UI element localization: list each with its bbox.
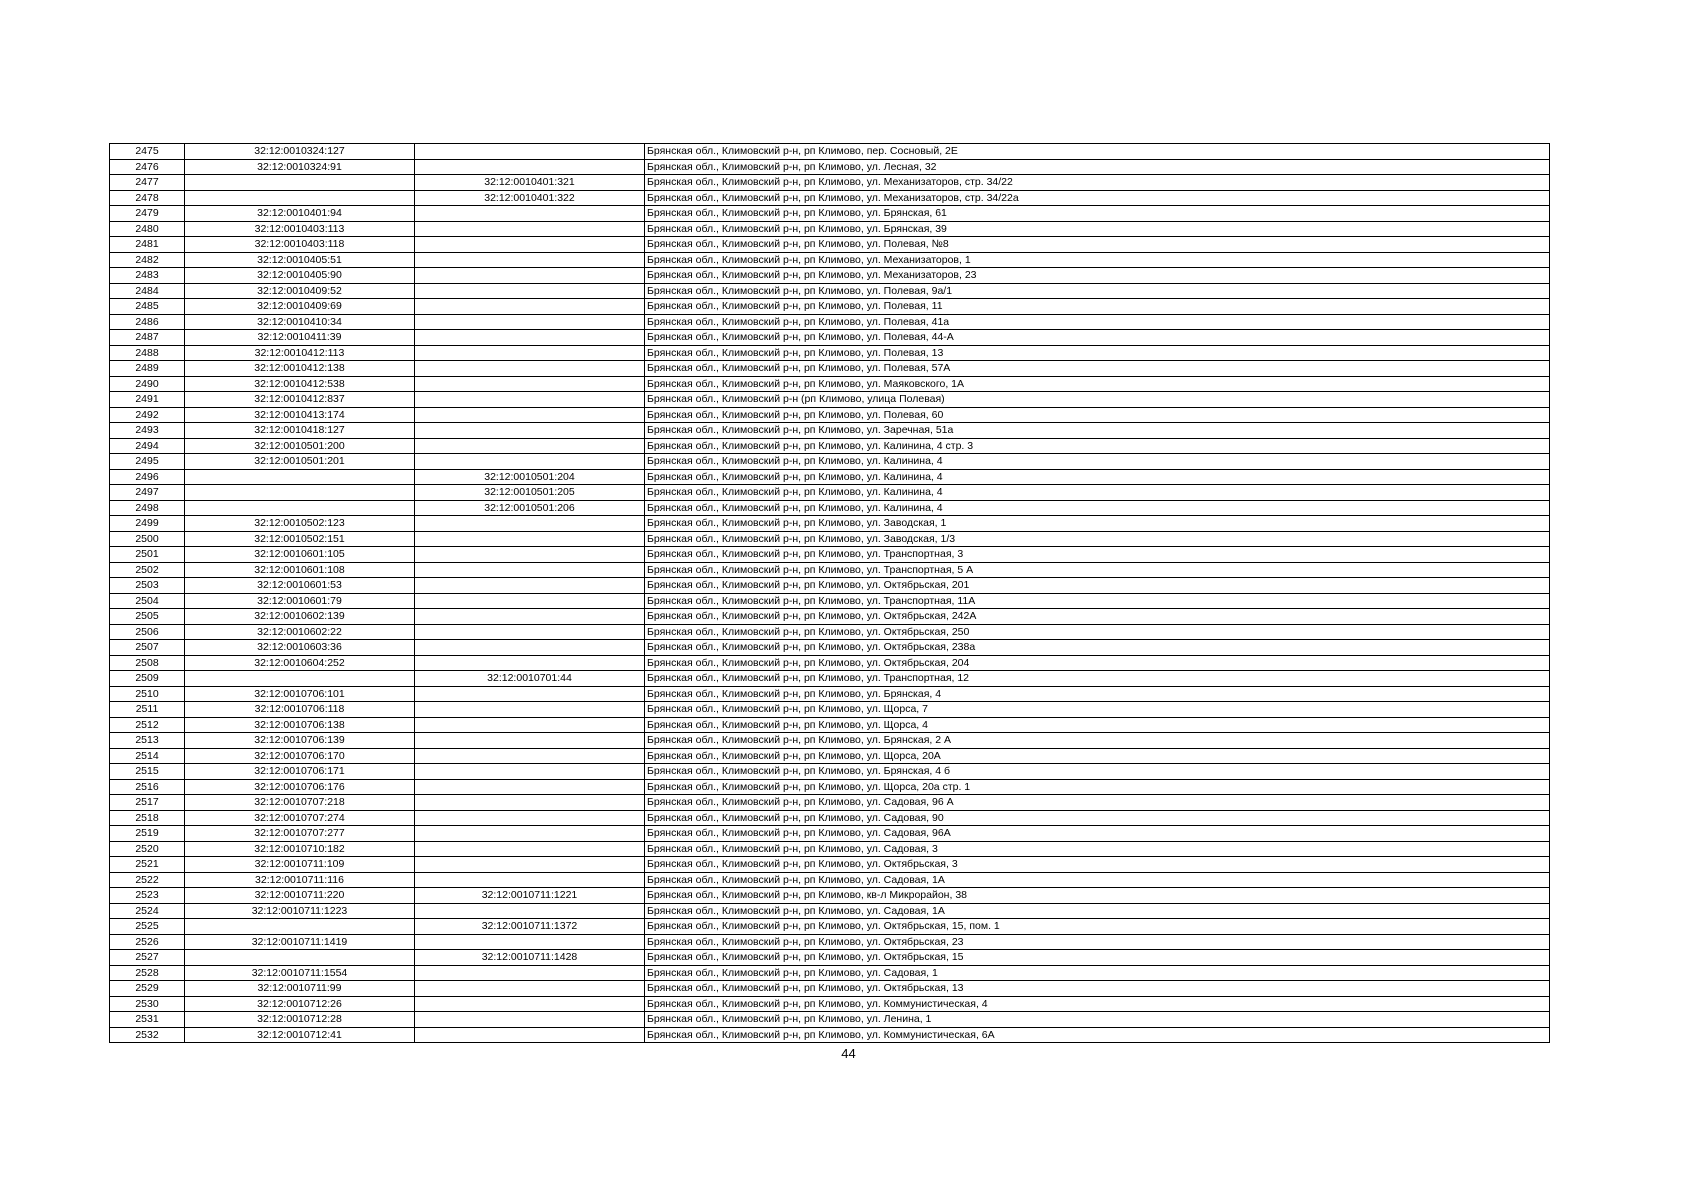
row-number-cell: 2478 xyxy=(110,190,185,206)
address-cell: Брянская обл., Климовский р-н, рп Климово, ул. Заводская, 1/3 xyxy=(645,531,1550,547)
cadastral-number-cell: 32:12:0010602:139 xyxy=(185,609,415,625)
row-number-cell: 2501 xyxy=(110,547,185,563)
cadastral-number-cell xyxy=(185,485,415,501)
row-number-cell: 2477 xyxy=(110,175,185,191)
row-number-cell: 2495 xyxy=(110,454,185,470)
address-cell: Брянская обл., Климовский р-н, рп Климово, ул. Октябрьская, 15, пом. 1 xyxy=(645,919,1550,935)
table-row xyxy=(110,779,1550,795)
table-row xyxy=(110,423,1550,439)
row-number-cell: 2521 xyxy=(110,857,185,873)
address-cell: Брянская обл., Климовский р-н, рп Климово, ул. Щорса, 7 xyxy=(645,702,1550,718)
row-number-cell: 2526 xyxy=(110,934,185,950)
object-cadastral-number-cell xyxy=(415,283,645,299)
object-cadastral-number-cell xyxy=(415,159,645,175)
cadastral-number-cell: 32:12:0010706:139 xyxy=(185,733,415,749)
object-cadastral-number-cell xyxy=(415,965,645,981)
cadastral-number-cell: 32:12:0010601:79 xyxy=(185,593,415,609)
table-row xyxy=(110,144,1550,160)
cadastral-number-cell: 32:12:0010601:105 xyxy=(185,547,415,563)
cadastral-number-cell: 32:12:0010409:52 xyxy=(185,283,415,299)
cadastral-number-cell: 32:12:0010502:123 xyxy=(185,516,415,532)
object-cadastral-number-cell xyxy=(415,795,645,811)
object-cadastral-number-cell: 32:12:0010711:1372 xyxy=(415,919,645,935)
cadastral-number-cell xyxy=(185,919,415,935)
row-number-cell: 2500 xyxy=(110,531,185,547)
cadastral-number-cell: 32:12:0010410:34 xyxy=(185,314,415,330)
cadastral-number-cell: 32:12:0010706:138 xyxy=(185,717,415,733)
cadastral-number-cell: 32:12:0010707:274 xyxy=(185,810,415,826)
row-number-cell: 2531 xyxy=(110,1012,185,1028)
object-cadastral-number-cell xyxy=(415,857,645,873)
table-row xyxy=(110,857,1550,873)
address-cell: Брянская обл., Климовский р-н, рп Климово, ул. Щорса, 20А xyxy=(645,748,1550,764)
table-row xyxy=(110,733,1550,749)
table-row xyxy=(110,376,1550,392)
object-cadastral-number-cell xyxy=(415,640,645,656)
address-cell: Брянская обл., Климовский р-н, рп Климово, ул. Калинина, 4 xyxy=(645,485,1550,501)
page-number: 44 xyxy=(841,1046,856,1061)
object-cadastral-number-cell xyxy=(415,268,645,284)
row-number-cell: 2508 xyxy=(110,655,185,671)
table-row xyxy=(110,159,1550,175)
object-cadastral-number-cell xyxy=(415,702,645,718)
table-row xyxy=(110,454,1550,470)
row-number-cell: 2498 xyxy=(110,500,185,516)
row-number-cell: 2514 xyxy=(110,748,185,764)
table-body xyxy=(110,144,1550,1043)
address-cell: Брянская обл., Климовский р-н, рп Климово, ул. Ленина, 1 xyxy=(645,1012,1550,1028)
table-row xyxy=(110,175,1550,191)
object-cadastral-number-cell xyxy=(415,764,645,780)
object-cadastral-number-cell xyxy=(415,252,645,268)
cadastral-number-cell: 32:12:0010405:90 xyxy=(185,268,415,284)
cadastral-number-cell: 32:12:0010706:118 xyxy=(185,702,415,718)
address-cell: Брянская обл., Климовский р-н, рп Климово, ул. Коммунистическая, 4 xyxy=(645,996,1550,1012)
cadastral-number-cell: 32:12:0010711:1554 xyxy=(185,965,415,981)
address-cell: Брянская обл., Климовский р-н, рп Климово, ул. Полевая, 44-А xyxy=(645,330,1550,346)
address-cell: Брянская обл., Климовский р-н, рп Климово, ул. Октябрьская, 23 xyxy=(645,934,1550,950)
address-cell: Брянская обл., Климовский р-н, рп Климово, ул. Лесная, 32 xyxy=(645,159,1550,175)
row-number-cell: 2506 xyxy=(110,624,185,640)
row-number-cell: 2527 xyxy=(110,950,185,966)
address-cell: Брянская обл., Климовский р-н, рп Климово, ул. Механизаторов, 1 xyxy=(645,252,1550,268)
row-number-cell: 2486 xyxy=(110,314,185,330)
object-cadastral-number-cell xyxy=(415,578,645,594)
row-number-cell: 2516 xyxy=(110,779,185,795)
row-number-cell: 2489 xyxy=(110,361,185,377)
row-number-cell: 2502 xyxy=(110,562,185,578)
object-cadastral-number-cell xyxy=(415,779,645,795)
object-cadastral-number-cell xyxy=(415,609,645,625)
object-cadastral-number-cell xyxy=(415,330,645,346)
object-cadastral-number-cell xyxy=(415,903,645,919)
address-cell: Брянская обл., Климовский р-н, рп Климово, ул. Механизаторов, стр. 34/22 xyxy=(645,175,1550,191)
object-cadastral-number-cell: 32:12:0010501:204 xyxy=(415,469,645,485)
cadastral-number-cell: 32:12:0010601:53 xyxy=(185,578,415,594)
cadastral-number-cell xyxy=(185,950,415,966)
address-cell: Брянская обл., Климовский р-н, рп Климово, ул. Октябрьская, 3 xyxy=(645,857,1550,873)
table-row xyxy=(110,841,1550,857)
cadastral-number-cell: 32:12:0010418:127 xyxy=(185,423,415,439)
row-number-cell: 2509 xyxy=(110,671,185,687)
cadastral-number-cell: 32:12:0010711:1223 xyxy=(185,903,415,919)
cadastral-number-cell: 32:12:0010403:113 xyxy=(185,221,415,237)
address-cell: Брянская обл., Климовский р-н, рп Климово, ул. Полевая, №8 xyxy=(645,237,1550,253)
object-cadastral-number-cell xyxy=(415,686,645,702)
object-cadastral-number-cell xyxy=(415,1027,645,1043)
address-cell: Брянская обл., Климовский р-н, рп Климово, ул. Транспортная, 5 А xyxy=(645,562,1550,578)
object-cadastral-number-cell xyxy=(415,438,645,454)
row-number-cell: 2525 xyxy=(110,919,185,935)
object-cadastral-number-cell xyxy=(415,841,645,857)
table-row xyxy=(110,190,1550,206)
cadastral-number-cell: 32:12:0010601:108 xyxy=(185,562,415,578)
table-row xyxy=(110,593,1550,609)
address-cell: Брянская обл., Климовский р-н, рп Климово, пер. Сосновый, 2Е xyxy=(645,144,1550,160)
cadastral-number-cell: 32:12:0010412:113 xyxy=(185,345,415,361)
table-row xyxy=(110,314,1550,330)
object-cadastral-number-cell xyxy=(415,314,645,330)
table-row xyxy=(110,345,1550,361)
cadastral-number-cell: 32:12:0010413:174 xyxy=(185,407,415,423)
row-number-cell: 2483 xyxy=(110,268,185,284)
cadastral-number-cell xyxy=(185,500,415,516)
table-row xyxy=(110,795,1550,811)
table-row xyxy=(110,764,1550,780)
row-number-cell: 2476 xyxy=(110,159,185,175)
address-cell: Брянская обл., Климовский р-н, рп Климово, ул. Транспортная, 3 xyxy=(645,547,1550,563)
row-number-cell: 2499 xyxy=(110,516,185,532)
cadastral-number-cell: 32:12:0010711:109 xyxy=(185,857,415,873)
table-row xyxy=(110,330,1550,346)
cadastral-number-cell: 32:12:0010412:138 xyxy=(185,361,415,377)
cadastral-number-cell: 32:12:0010324:127 xyxy=(185,144,415,160)
address-cell: Брянская обл., Климовский р-н, рп Климово, ул. Калинина, 4 xyxy=(645,469,1550,485)
address-cell: Брянская обл., Климовский р-н, рп Климово, ул. Брянская, 2 А xyxy=(645,733,1550,749)
address-cell: Брянская обл., Климовский р-н, рп Климово, ул. Калинина, 4 стр. 3 xyxy=(645,438,1550,454)
address-cell: Брянская обл., Климовский р-н, рп Климово, ул. Октябрьская, 242А xyxy=(645,609,1550,625)
address-cell: Брянская обл., Климовский р-н, рп Климово, ул. Брянская, 4 б xyxy=(645,764,1550,780)
table-row xyxy=(110,531,1550,547)
table-row xyxy=(110,655,1550,671)
cadastral-number-cell xyxy=(185,175,415,191)
row-number-cell: 2505 xyxy=(110,609,185,625)
address-cell: Брянская обл., Климовский р-н, рп Климово, ул. Калинина, 4 xyxy=(645,454,1550,470)
object-cadastral-number-cell xyxy=(415,454,645,470)
table-row xyxy=(110,810,1550,826)
table-row xyxy=(110,252,1550,268)
table-row xyxy=(110,996,1550,1012)
cadastral-number-cell: 32:12:0010712:28 xyxy=(185,1012,415,1028)
cadastral-number-cell: 32:12:0010711:1419 xyxy=(185,934,415,950)
row-number-cell: 2475 xyxy=(110,144,185,160)
address-cell: Брянская обл., Климовский р-н, рп Климово, ул. Механизаторов, 23 xyxy=(645,268,1550,284)
table-row xyxy=(110,547,1550,563)
cadastral-number-cell: 32:12:0010707:218 xyxy=(185,795,415,811)
table-row xyxy=(110,826,1550,842)
table-row xyxy=(110,500,1550,516)
table-row xyxy=(110,686,1550,702)
cadastral-table xyxy=(109,143,1550,1043)
object-cadastral-number-cell xyxy=(415,206,645,222)
object-cadastral-number-cell xyxy=(415,407,645,423)
object-cadastral-number-cell: 32:12:0010711:1428 xyxy=(415,950,645,966)
row-number-cell: 2517 xyxy=(110,795,185,811)
object-cadastral-number-cell xyxy=(415,516,645,532)
object-cadastral-number-cell xyxy=(415,826,645,842)
object-cadastral-number-cell xyxy=(415,996,645,1012)
row-number-cell: 2503 xyxy=(110,578,185,594)
object-cadastral-number-cell xyxy=(415,392,645,408)
table-row xyxy=(110,578,1550,594)
address-cell: Брянская обл., Климовский р-н, рп Климово, ул. Коммунистическая, 6А xyxy=(645,1027,1550,1043)
table-row xyxy=(110,485,1550,501)
table-row xyxy=(110,872,1550,888)
row-number-cell: 2519 xyxy=(110,826,185,842)
object-cadastral-number-cell xyxy=(415,872,645,888)
object-cadastral-number-cell xyxy=(415,221,645,237)
address-cell: Брянская обл., Климовский р-н, рп Климово, ул. Садовая, 90 xyxy=(645,810,1550,826)
row-number-cell: 2482 xyxy=(110,252,185,268)
row-number-cell: 2529 xyxy=(110,981,185,997)
cadastral-number-cell: 32:12:0010711:220 xyxy=(185,888,415,904)
cadastral-number-cell: 32:12:0010712:41 xyxy=(185,1027,415,1043)
table-row xyxy=(110,748,1550,764)
cadastral-number-cell: 32:12:0010706:170 xyxy=(185,748,415,764)
address-cell: Брянская обл., Климовский р-н, рп Климово, ул. Полевая, 11 xyxy=(645,299,1550,315)
table-row xyxy=(110,562,1550,578)
table-row xyxy=(110,392,1550,408)
table-row xyxy=(110,1027,1550,1043)
cadastral-number-cell: 32:12:0010706:176 xyxy=(185,779,415,795)
table-row xyxy=(110,671,1550,687)
object-cadastral-number-cell: 32:12:0010501:206 xyxy=(415,500,645,516)
cadastral-number-cell xyxy=(185,190,415,206)
table-row xyxy=(110,965,1550,981)
address-cell: Брянская обл., Климовский р-н, рп Климово, кв-л Микрорайон, 38 xyxy=(645,888,1550,904)
table-row xyxy=(110,903,1550,919)
address-cell: Брянская обл., Климовский р-н, рп Климово, ул. Октябрьская, 15 xyxy=(645,950,1550,966)
address-cell: Брянская обл., Климовский р-н, рп Климово, ул. Октябрьская, 238а xyxy=(645,640,1550,656)
address-cell: Брянская обл., Климовский р-н, рп Климово, ул. Полевая, 41а xyxy=(645,314,1550,330)
row-number-cell: 2522 xyxy=(110,872,185,888)
address-cell: Брянская обл., Климовский р-н, рп Климово, ул. Октябрьская, 201 xyxy=(645,578,1550,594)
row-number-cell: 2485 xyxy=(110,299,185,315)
table-row xyxy=(110,702,1550,718)
table-row xyxy=(110,516,1550,532)
address-cell: Брянская обл., Климовский р-н, рп Климово, ул. Щорса, 20а стр. 1 xyxy=(645,779,1550,795)
row-number-cell: 2497 xyxy=(110,485,185,501)
cadastral-number-cell: 32:12:0010401:94 xyxy=(185,206,415,222)
cadastral-number-cell: 32:12:0010501:201 xyxy=(185,454,415,470)
object-cadastral-number-cell xyxy=(415,547,645,563)
cadastral-number-cell: 32:12:0010501:200 xyxy=(185,438,415,454)
row-number-cell: 2480 xyxy=(110,221,185,237)
address-cell: Брянская обл., Климовский р-н, рп Климово, ул. Транспортная, 12 xyxy=(645,671,1550,687)
address-cell: Брянская обл., Климовский р-н, рп Климово, ул. Транспортная, 11А xyxy=(645,593,1550,609)
row-number-cell: 2481 xyxy=(110,237,185,253)
object-cadastral-number-cell: 32:12:0010401:322 xyxy=(415,190,645,206)
object-cadastral-number-cell xyxy=(415,1012,645,1028)
row-number-cell: 2494 xyxy=(110,438,185,454)
row-number-cell: 2528 xyxy=(110,965,185,981)
cadastral-number-cell: 32:12:0010409:69 xyxy=(185,299,415,315)
table-row xyxy=(110,1012,1550,1028)
object-cadastral-number-cell xyxy=(415,624,645,640)
cadastral-number-cell: 32:12:0010502:151 xyxy=(185,531,415,547)
row-number-cell: 2491 xyxy=(110,392,185,408)
cadastral-number-cell: 32:12:0010405:51 xyxy=(185,252,415,268)
address-cell: Брянская обл., Климовский р-н, рп Климово, ул. Полевая, 57А xyxy=(645,361,1550,377)
object-cadastral-number-cell xyxy=(415,299,645,315)
address-cell: Брянская обл., Климовский р-н, рп Климово, ул. Калинина, 4 xyxy=(645,500,1550,516)
cadastral-number-cell: 32:12:0010324:91 xyxy=(185,159,415,175)
table-row xyxy=(110,283,1550,299)
address-cell: Брянская обл., Климовский р-н, рп Климово, ул. Октябрьская, 250 xyxy=(645,624,1550,640)
row-number-cell: 2520 xyxy=(110,841,185,857)
row-number-cell: 2523 xyxy=(110,888,185,904)
row-number-cell: 2515 xyxy=(110,764,185,780)
table-row xyxy=(110,206,1550,222)
object-cadastral-number-cell xyxy=(415,531,645,547)
cadastral-number-cell: 32:12:0010707:277 xyxy=(185,826,415,842)
table-row xyxy=(110,407,1550,423)
address-cell: Брянская обл., Климовский р-н, рп Климово, ул. Садовая, 96А xyxy=(645,826,1550,842)
address-cell: Брянская обл., Климовский р-н, рп Климово, ул. Механизаторов, стр. 34/22а xyxy=(645,190,1550,206)
cadastral-number-cell: 32:12:0010411:39 xyxy=(185,330,415,346)
row-number-cell: 2479 xyxy=(110,206,185,222)
table-row xyxy=(110,361,1550,377)
cadastral-number-cell: 32:12:0010602:22 xyxy=(185,624,415,640)
table-row xyxy=(110,640,1550,656)
address-cell: Брянская обл., Климовский р-н, рп Климово, ул. Заводская, 1 xyxy=(645,516,1550,532)
object-cadastral-number-cell xyxy=(415,810,645,826)
object-cadastral-number-cell: 32:12:0010711:1221 xyxy=(415,888,645,904)
object-cadastral-number-cell xyxy=(415,237,645,253)
table-row xyxy=(110,950,1550,966)
row-number-cell: 2510 xyxy=(110,686,185,702)
cadastral-number-cell: 32:12:0010712:26 xyxy=(185,996,415,1012)
row-number-cell: 2507 xyxy=(110,640,185,656)
table-row xyxy=(110,919,1550,935)
cadastral-number-cell: 32:12:0010604:252 xyxy=(185,655,415,671)
address-cell: Брянская обл., Климовский р-н, рп Климово, ул. Садовая, 1 xyxy=(645,965,1550,981)
cadastral-number-cell xyxy=(185,469,415,485)
object-cadastral-number-cell xyxy=(415,361,645,377)
table-row xyxy=(110,934,1550,950)
row-number-cell: 2490 xyxy=(110,376,185,392)
object-cadastral-number-cell: 32:12:0010401:321 xyxy=(415,175,645,191)
row-number-cell: 2518 xyxy=(110,810,185,826)
address-cell: Брянская обл., Климовский р-н, рп Климово, ул. Брянская, 61 xyxy=(645,206,1550,222)
address-cell: Брянская обл., Климовский р-н (рп Климово, улица Полевая) xyxy=(645,392,1550,408)
table-row xyxy=(110,888,1550,904)
object-cadastral-number-cell xyxy=(415,934,645,950)
cadastral-number-cell: 32:12:0010711:99 xyxy=(185,981,415,997)
object-cadastral-number-cell xyxy=(415,733,645,749)
address-cell: Брянская обл., Климовский р-н, рп Климово, ул. Октябрьская, 204 xyxy=(645,655,1550,671)
row-number-cell: 2492 xyxy=(110,407,185,423)
address-cell: Брянская обл., Климовский р-н, рп Климово, ул. Полевая, 13 xyxy=(645,345,1550,361)
object-cadastral-number-cell xyxy=(415,717,645,733)
table-row xyxy=(110,237,1550,253)
table-row xyxy=(110,221,1550,237)
object-cadastral-number-cell xyxy=(415,345,645,361)
cadastral-number-cell: 32:12:0010603:36 xyxy=(185,640,415,656)
address-cell: Брянская обл., Климовский р-н, рп Климово, ул. Брянская, 39 xyxy=(645,221,1550,237)
table-row xyxy=(110,469,1550,485)
row-number-cell: 2512 xyxy=(110,717,185,733)
row-number-cell: 2496 xyxy=(110,469,185,485)
cadastral-number-cell: 32:12:0010412:538 xyxy=(185,376,415,392)
cadastral-number-cell: 32:12:0010412:837 xyxy=(185,392,415,408)
row-number-cell: 2493 xyxy=(110,423,185,439)
row-number-cell: 2504 xyxy=(110,593,185,609)
cadastral-number-cell: 32:12:0010711:116 xyxy=(185,872,415,888)
row-number-cell: 2513 xyxy=(110,733,185,749)
cadastral-number-cell: 32:12:0010710:182 xyxy=(185,841,415,857)
table-row xyxy=(110,299,1550,315)
object-cadastral-number-cell: 32:12:0010701:44 xyxy=(415,671,645,687)
object-cadastral-number-cell xyxy=(415,981,645,997)
object-cadastral-number-cell xyxy=(415,423,645,439)
table-row xyxy=(110,609,1550,625)
object-cadastral-number-cell xyxy=(415,376,645,392)
object-cadastral-number-cell xyxy=(415,562,645,578)
address-cell: Брянская обл., Климовский р-н, рп Климово, ул. Садовая, 1А xyxy=(645,903,1550,919)
object-cadastral-number-cell: 32:12:0010501:205 xyxy=(415,485,645,501)
row-number-cell: 2524 xyxy=(110,903,185,919)
object-cadastral-number-cell xyxy=(415,144,645,160)
row-number-cell: 2532 xyxy=(110,1027,185,1043)
cadastral-number-cell: 32:12:0010403:118 xyxy=(185,237,415,253)
table-row xyxy=(110,717,1550,733)
table-row xyxy=(110,268,1550,284)
row-number-cell: 2488 xyxy=(110,345,185,361)
address-cell: Брянская обл., Климовский р-н, рп Климово, ул. Полевая, 60 xyxy=(645,407,1550,423)
address-cell: Брянская обл., Климовский р-н, рп Климово, ул. Октябрьская, 13 xyxy=(645,981,1550,997)
object-cadastral-number-cell xyxy=(415,655,645,671)
address-cell: Брянская обл., Климовский р-н, рп Климово, ул. Полевая, 9а/1 xyxy=(645,283,1550,299)
object-cadastral-number-cell xyxy=(415,593,645,609)
row-number-cell: 2484 xyxy=(110,283,185,299)
cadastral-number-cell xyxy=(185,671,415,687)
address-cell: Брянская обл., Климовский р-н, рп Климово, ул. Брянская, 4 xyxy=(645,686,1550,702)
address-cell: Брянская обл., Климовский р-н, рп Климово, ул. Садовая, 1А xyxy=(645,872,1550,888)
row-number-cell: 2511 xyxy=(110,702,185,718)
row-number-cell: 2487 xyxy=(110,330,185,346)
address-cell: Брянская обл., Климовский р-н, рп Климово, ул. Маяковского, 1А xyxy=(645,376,1550,392)
table-row xyxy=(110,624,1550,640)
address-cell: Брянская обл., Климовский р-н, рп Климово, ул. Садовая, 96 А xyxy=(645,795,1550,811)
address-cell: Брянская обл., Климовский р-н, рп Климово, ул. Садовая, 3 xyxy=(645,841,1550,857)
table-row xyxy=(110,438,1550,454)
cadastral-number-cell: 32:12:0010706:171 xyxy=(185,764,415,780)
table-row xyxy=(110,981,1550,997)
address-cell: Брянская обл., Климовский р-н, рп Климово, ул. Заречная, 51а xyxy=(645,423,1550,439)
object-cadastral-number-cell xyxy=(415,748,645,764)
cadastral-number-cell: 32:12:0010706:101 xyxy=(185,686,415,702)
address-cell: Брянская обл., Климовский р-н, рп Климово, ул. Щорса, 4 xyxy=(645,717,1550,733)
row-number-cell: 2530 xyxy=(110,996,185,1012)
